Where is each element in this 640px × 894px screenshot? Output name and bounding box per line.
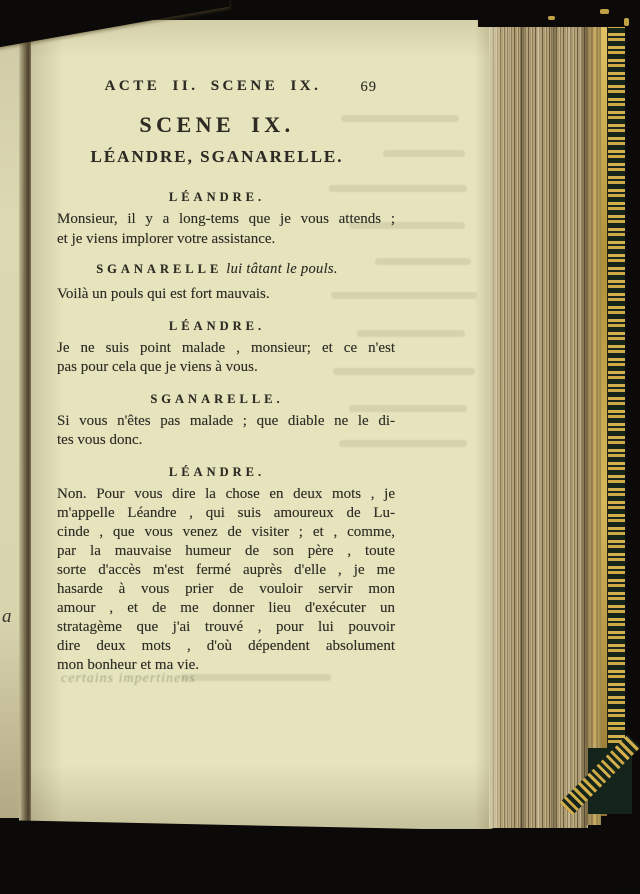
dialogue-line: tes vous donc. xyxy=(57,432,143,448)
speaker-name: LÉANDRE. xyxy=(168,318,266,333)
running-header-row xyxy=(57,78,395,98)
speaker-name: SGANARELLE xyxy=(96,262,223,276)
speaker-name: LÉANDRE. xyxy=(168,190,266,204)
gilt-speck xyxy=(548,16,555,20)
page-stack-fore-edge xyxy=(489,26,588,828)
dialogue-line: stratagème que j'ai trouvé , pour lui pouvoir xyxy=(57,618,395,635)
text-block xyxy=(57,78,395,675)
dialogue-line: Si vous n'êtes pas malade ; que diable ne le di- xyxy=(57,412,395,429)
characters-line: LÉANDRE, SGANARELLE. xyxy=(90,147,344,166)
dialogue-line: par la mauvaise humeur de son père , toute xyxy=(57,542,395,559)
running-header: ACTE II. SCENE IX. xyxy=(104,78,322,94)
speaker-heading xyxy=(57,189,377,205)
speaker-heading xyxy=(57,391,377,407)
dialogue-paragraph xyxy=(57,210,395,249)
dialogue-line: Je ne suis point malade , monsieur; et ce n'est xyxy=(57,339,395,356)
dialogue-line: hasarde à vous prier de vouloir servir mon xyxy=(57,580,395,597)
photo-background-bottom xyxy=(0,820,640,894)
ink-bleed-mark xyxy=(181,674,331,681)
dialogue-line: dire deux mots , d'où dépendent absolument xyxy=(57,637,395,654)
facing-page-edge xyxy=(0,14,21,818)
photo-background-top-right xyxy=(478,0,640,27)
ink-bleed-fragment: certains impertinens xyxy=(61,671,196,686)
dialogue-line: et je viens implorer votre assistance. xyxy=(57,230,276,247)
speaker-heading xyxy=(57,318,377,334)
dialogue-line: sorte d'accès m'est fermé auprès d'elle , je me xyxy=(57,561,395,578)
stage-direction: lui tâtant le pouls. xyxy=(222,261,338,277)
dialogue-line: Monsieur, il y a long-tems que je vous attends ; xyxy=(57,211,395,227)
dialogue-paragraph xyxy=(57,285,395,305)
dialogue-line: mon bonheur et ma vie. xyxy=(57,656,200,673)
speaker-heading xyxy=(57,260,377,279)
dialogue-line: m'appelle Léandre , qui suis amoureux de Lu- xyxy=(57,504,395,521)
dialogue-line: pas pour cela que je viens à vous. xyxy=(57,359,258,375)
gilt-speck xyxy=(624,18,629,26)
dialogue-paragraph xyxy=(57,339,395,378)
speaker-heading xyxy=(57,464,377,480)
cover-gilt-dentelle-border xyxy=(607,20,625,798)
dialogue-line: Non. Pour vous dire la chose en deux mots , je xyxy=(57,485,395,502)
scene-heading: SCENE IX. xyxy=(139,112,295,137)
fore-edge-gilt-band xyxy=(586,25,601,825)
book-page xyxy=(31,19,493,829)
dialogue-line: cinde , que vous venez de visiter ; et , comme, xyxy=(57,523,395,540)
gilt-speck xyxy=(600,9,609,14)
speaker-name: LÉANDRE. xyxy=(168,464,266,479)
dialogue-line: Voilà un pouls qui est fort mauvais. xyxy=(57,286,270,302)
speaker-name: SGANARELLE. xyxy=(150,391,284,406)
page-number: 69 xyxy=(360,79,377,95)
facing-page-fragment-letter: a xyxy=(2,606,12,627)
ink-bleed-mark xyxy=(383,150,465,157)
dialogue-paragraph xyxy=(57,485,395,675)
dialogue-line: amour , et de me donner lieu d'exécuter un xyxy=(57,599,395,616)
dialogue-paragraph xyxy=(57,412,395,451)
